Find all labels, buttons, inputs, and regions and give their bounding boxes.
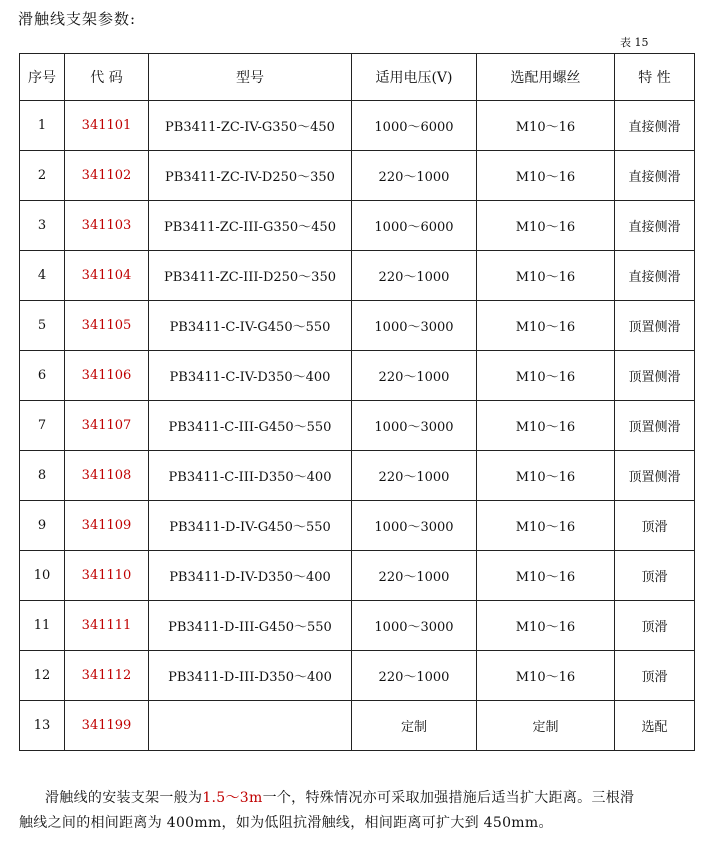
cell-voltage: 220～1000 bbox=[352, 351, 477, 401]
cell-model: PB3411-D-IV-D350～400 bbox=[149, 551, 352, 601]
cell-no: 1 bbox=[20, 101, 65, 151]
cell-model: PB3411-D-III-G450～550 bbox=[149, 601, 352, 651]
cell-no: 11 bbox=[20, 601, 65, 651]
column-header-code: 代 码 bbox=[65, 54, 149, 101]
cell-voltage: 1000～3000 bbox=[352, 601, 477, 651]
cell-voltage: 220～1000 bbox=[352, 651, 477, 701]
table-row bbox=[20, 451, 695, 501]
cell-feature: 顶置侧滑 bbox=[615, 351, 695, 401]
cell-model: PB3411-D-IV-G450～550 bbox=[149, 501, 352, 551]
table-row bbox=[20, 201, 695, 251]
cell-feature: 直接侧滑 bbox=[615, 201, 695, 251]
cell-model: PB3411-C-IV-D350～400 bbox=[149, 351, 352, 401]
table-row bbox=[20, 501, 695, 551]
cell-code: 341112 bbox=[65, 651, 149, 701]
cell-feature: 直接侧滑 bbox=[615, 151, 695, 201]
column-header-voltage: 适用电压(V) bbox=[352, 54, 477, 101]
cell-feature: 顶置侧滑 bbox=[615, 451, 695, 501]
cell-no: 13 bbox=[20, 701, 65, 751]
installation-note bbox=[19, 786, 695, 836]
table-row bbox=[20, 301, 695, 351]
cell-model: PB3411-ZC-III-G350～450 bbox=[149, 201, 352, 251]
cell-feature: 选配 bbox=[615, 701, 695, 751]
cell-code: 341108 bbox=[65, 451, 149, 501]
cell-screw: M10～16 bbox=[477, 651, 615, 701]
cell-screw: M10～16 bbox=[477, 301, 615, 351]
cell-feature: 顶滑 bbox=[615, 651, 695, 701]
cell-no: 5 bbox=[20, 301, 65, 351]
cell-no: 2 bbox=[20, 151, 65, 201]
cell-code: 341105 bbox=[65, 301, 149, 351]
cell-code: 341102 bbox=[65, 151, 149, 201]
table-row bbox=[20, 151, 695, 201]
cell-voltage: 1000～3000 bbox=[352, 301, 477, 351]
table-row bbox=[20, 701, 695, 751]
note-line-2: 触线之间的相间距离为 400mm，如为低阻抗滑触线，相间距离可扩大到 450mm。 bbox=[19, 815, 553, 831]
cell-voltage: 220～1000 bbox=[352, 551, 477, 601]
cell-voltage: 1000～3000 bbox=[352, 401, 477, 451]
cell-no: 4 bbox=[20, 251, 65, 301]
cell-no: 12 bbox=[20, 651, 65, 701]
cell-screw: M10～16 bbox=[477, 101, 615, 151]
cell-voltage: 1000～6000 bbox=[352, 101, 477, 151]
note-line-1 bbox=[19, 786, 695, 811]
parameter-table bbox=[19, 53, 695, 751]
cell-model: PB3411-ZC-IV-D250～350 bbox=[149, 151, 352, 201]
table-row bbox=[20, 251, 695, 301]
cell-feature: 顶滑 bbox=[615, 551, 695, 601]
cell-feature: 顶滑 bbox=[615, 501, 695, 551]
cell-code: 341101 bbox=[65, 101, 149, 151]
cell-model: PB3411-ZC-III-D250～350 bbox=[149, 251, 352, 301]
cell-no: 6 bbox=[20, 351, 65, 401]
cell-voltage: 1000～6000 bbox=[352, 201, 477, 251]
cell-model bbox=[149, 701, 352, 751]
cell-voltage: 1000～3000 bbox=[352, 501, 477, 551]
cell-model: PB3411-C-III-D350～400 bbox=[149, 451, 352, 501]
table-row bbox=[20, 601, 695, 651]
column-header-model: 型号 bbox=[149, 54, 352, 101]
column-header-feature: 特 性 bbox=[615, 54, 695, 101]
cell-model: PB3411-C-IV-G450～550 bbox=[149, 301, 352, 351]
table-header-row bbox=[20, 54, 695, 101]
cell-screw: M10～16 bbox=[477, 501, 615, 551]
cell-code: 341104 bbox=[65, 251, 149, 301]
cell-screw: M10～16 bbox=[477, 251, 615, 301]
cell-screw: M10～16 bbox=[477, 201, 615, 251]
cell-code: 341111 bbox=[65, 601, 149, 651]
cell-screw: 定制 bbox=[477, 701, 615, 751]
cell-model: PB3411-D-III-D350～400 bbox=[149, 651, 352, 701]
cell-no: 8 bbox=[20, 451, 65, 501]
cell-screw: M10～16 bbox=[477, 351, 615, 401]
note-text-1: 滑触线的安装支架一般为 bbox=[45, 790, 203, 806]
table-row bbox=[20, 651, 695, 701]
cell-code: 341106 bbox=[65, 351, 149, 401]
cell-model: PB3411-ZC-IV-G350～450 bbox=[149, 101, 352, 151]
cell-code: 341107 bbox=[65, 401, 149, 451]
table-row bbox=[20, 101, 695, 151]
cell-voltage: 220～1000 bbox=[352, 251, 477, 301]
page-heading: 滑触线支架参数: bbox=[18, 10, 137, 28]
cell-feature: 顶置侧滑 bbox=[615, 401, 695, 451]
cell-voltage: 220～1000 bbox=[352, 451, 477, 501]
cell-screw: M10～16 bbox=[477, 451, 615, 501]
table-row bbox=[20, 351, 695, 401]
cell-feature: 顶滑 bbox=[615, 601, 695, 651]
cell-feature: 顶置侧滑 bbox=[615, 301, 695, 351]
table-row bbox=[20, 551, 695, 601]
cell-code: 341103 bbox=[65, 201, 149, 251]
table-row bbox=[20, 401, 695, 451]
cell-screw: M10～16 bbox=[477, 551, 615, 601]
column-header-screw: 选配用螺丝 bbox=[477, 54, 615, 101]
cell-code: 341199 bbox=[65, 701, 149, 751]
cell-voltage: 220～1000 bbox=[352, 151, 477, 201]
column-header-no: 序号 bbox=[20, 54, 65, 101]
cell-screw: M10～16 bbox=[477, 401, 615, 451]
cell-screw: M10～16 bbox=[477, 601, 615, 651]
table-number: 表 15 bbox=[620, 36, 649, 49]
cell-no: 10 bbox=[20, 551, 65, 601]
cell-model: PB3411-C-III-G450～550 bbox=[149, 401, 352, 451]
cell-screw: M10～16 bbox=[477, 151, 615, 201]
cell-code: 341110 bbox=[65, 551, 149, 601]
cell-feature: 直接侧滑 bbox=[615, 251, 695, 301]
cell-code: 341109 bbox=[65, 501, 149, 551]
note-range: 1.5～3m bbox=[202, 790, 263, 806]
cell-voltage: 定制 bbox=[352, 701, 477, 751]
cell-no: 3 bbox=[20, 201, 65, 251]
note-text-2: 一个，特殊情况亦可采取加强措施后适当扩大距离。三根滑 bbox=[262, 790, 635, 806]
cell-no: 9 bbox=[20, 501, 65, 551]
cell-feature: 直接侧滑 bbox=[615, 101, 695, 151]
cell-no: 7 bbox=[20, 401, 65, 451]
